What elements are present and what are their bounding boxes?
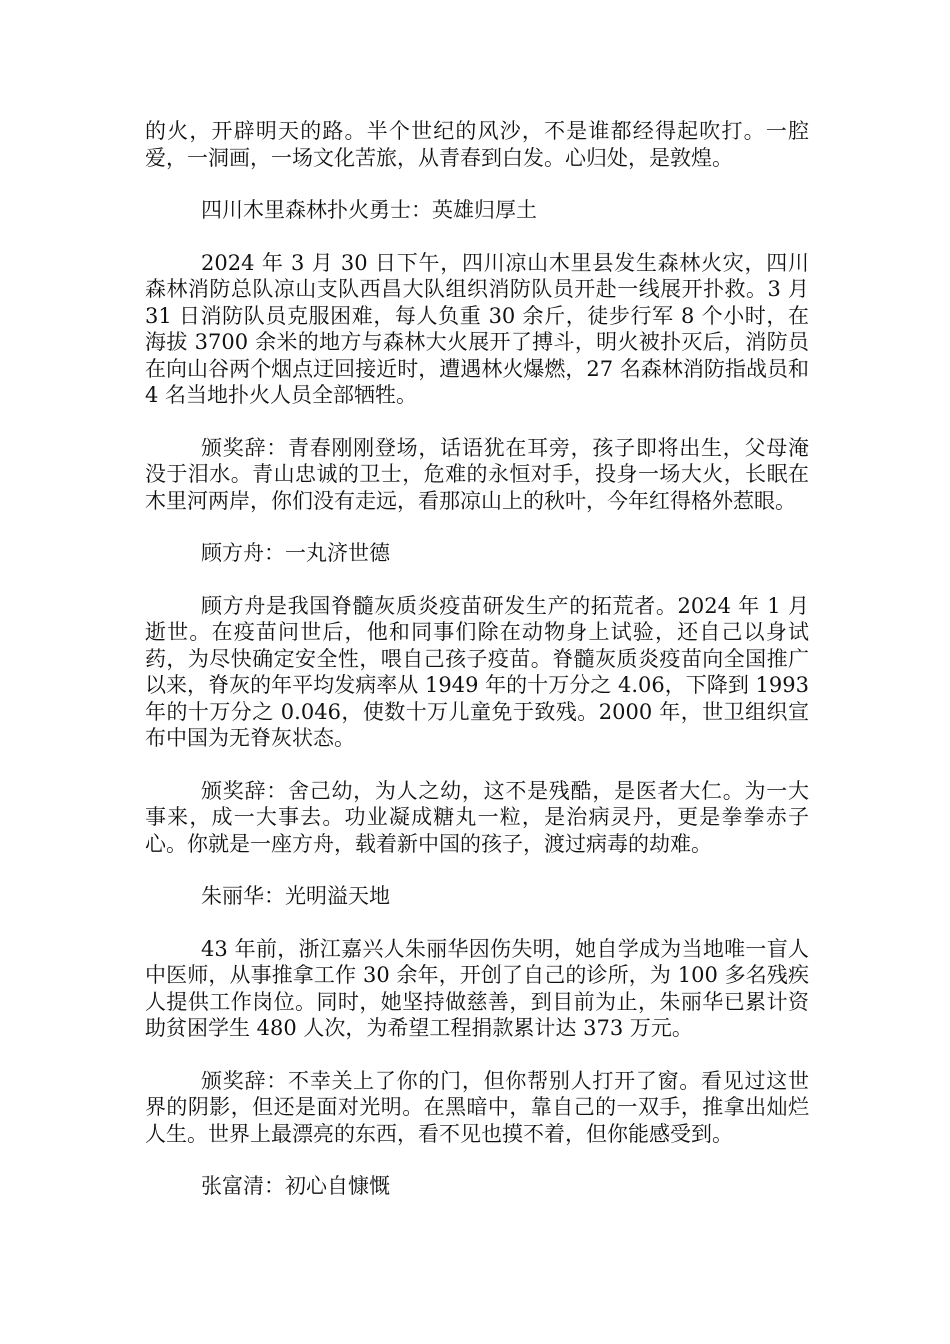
paragraph-muli-story: 2024 年 3 月 30 日下午，四川凉山木里县发生森林火灾，四川森林消防总队凉山支队西昌大队组织消防队员开赴一线展开扑救。3 月 31 日消防队员克服困难，每人负重 30 余斤，徒步行军 8 个小时，在海拔 3700 余米的地方与森林大火展开了搏斗，明火被扑灭后，消防员在向山谷两个烟点迂回接近时，遭遇林火爆燃，27 名森林消防指战员和 4 名当地扑火人员全部牺牲。 [145,250,809,407]
document-body [145,118,809,1226]
section-heading-zhang-fuqing: 张富清：初心自慷慨 [201,1174,390,1198]
paragraph-gu-fangzhou-story: 顾方舟是我国脊髓灰质炎疫苗研发生产的拓荒者。2024 年 1 月逝世。在疫苗问世后，他和同事们除在动物身上试验，还自己以身试药，为尽快确定安全性，喂自己孩子疫苗。脊髓灰质炎疫苗向全国推广以来，脊灰的年平均发病率从 1949 年的十万分之 4.06，下降到 1993 年的十万分之 0.046，使数十万儿童免于致残。2000 年，世卫组织宣布中国为无脊灰状态。 [145,593,809,750]
paragraph-zhu-lihua-citation: 颁奖辞：不幸关上了你的门，但你帮别人打开了窗。看见过这世界的阴影，但还是面对光明。在黑暗中，靠自己的一双手，推拿出灿烂人生。世界上最漂亮的东西，看不见也摸不着，但你能感受到。 [145,1068,809,1146]
paragraph-zhu-lihua-story: 43 年前，浙江嘉兴人朱丽华因伤失明，她自学成为当地唯一盲人中医师，从事推拿工作 30 余年，开创了自己的诊所，为 100 多名残疾人提供工作岗位。同时，她坚持做慈善，到目前为止，朱丽华已累计资助贫困学生 480 人次，为希望工程捐款累计达 373 万元。 [145,936,809,1040]
paragraph-gu-fangzhou-citation: 颁奖辞：舍己幼，为人之幼，这不是残酷，是医者大仁。为一大事来，成一大事去。功业凝成糖丸一粒，是治病灵丹，更是拳拳赤子心。你就是一座方舟，载着新中国的孩子，渡过病毒的劫难。 [145,778,809,856]
section-heading-muli: 四川木里森林扑火勇士：英雄归厚土 [201,198,537,222]
paragraph-dunhuang-tail: 的火，开辟明天的路。半个世纪的风沙，不是谁都经得起吹打。一腔爱，一洞画，一场文化苦旅，从青春到白发。心归处，是敦煌。 [145,119,809,170]
section-heading-gu-fangzhou: 顾方舟：一丸济世德 [201,541,390,565]
section-heading-zhu-lihua: 朱丽华：光明溢天地 [201,884,390,908]
paragraph-muli-citation: 颁奖辞：青春刚刚登场，话语犹在耳旁，孩子即将出生，父母淹没于泪水。青山忠诚的卫士，危难的永恒对手，投身一场大火，长眠在木里河两岸，你们没有走远，看那凉山上的秋叶，今年红得格外惹眼。 [145,435,809,513]
